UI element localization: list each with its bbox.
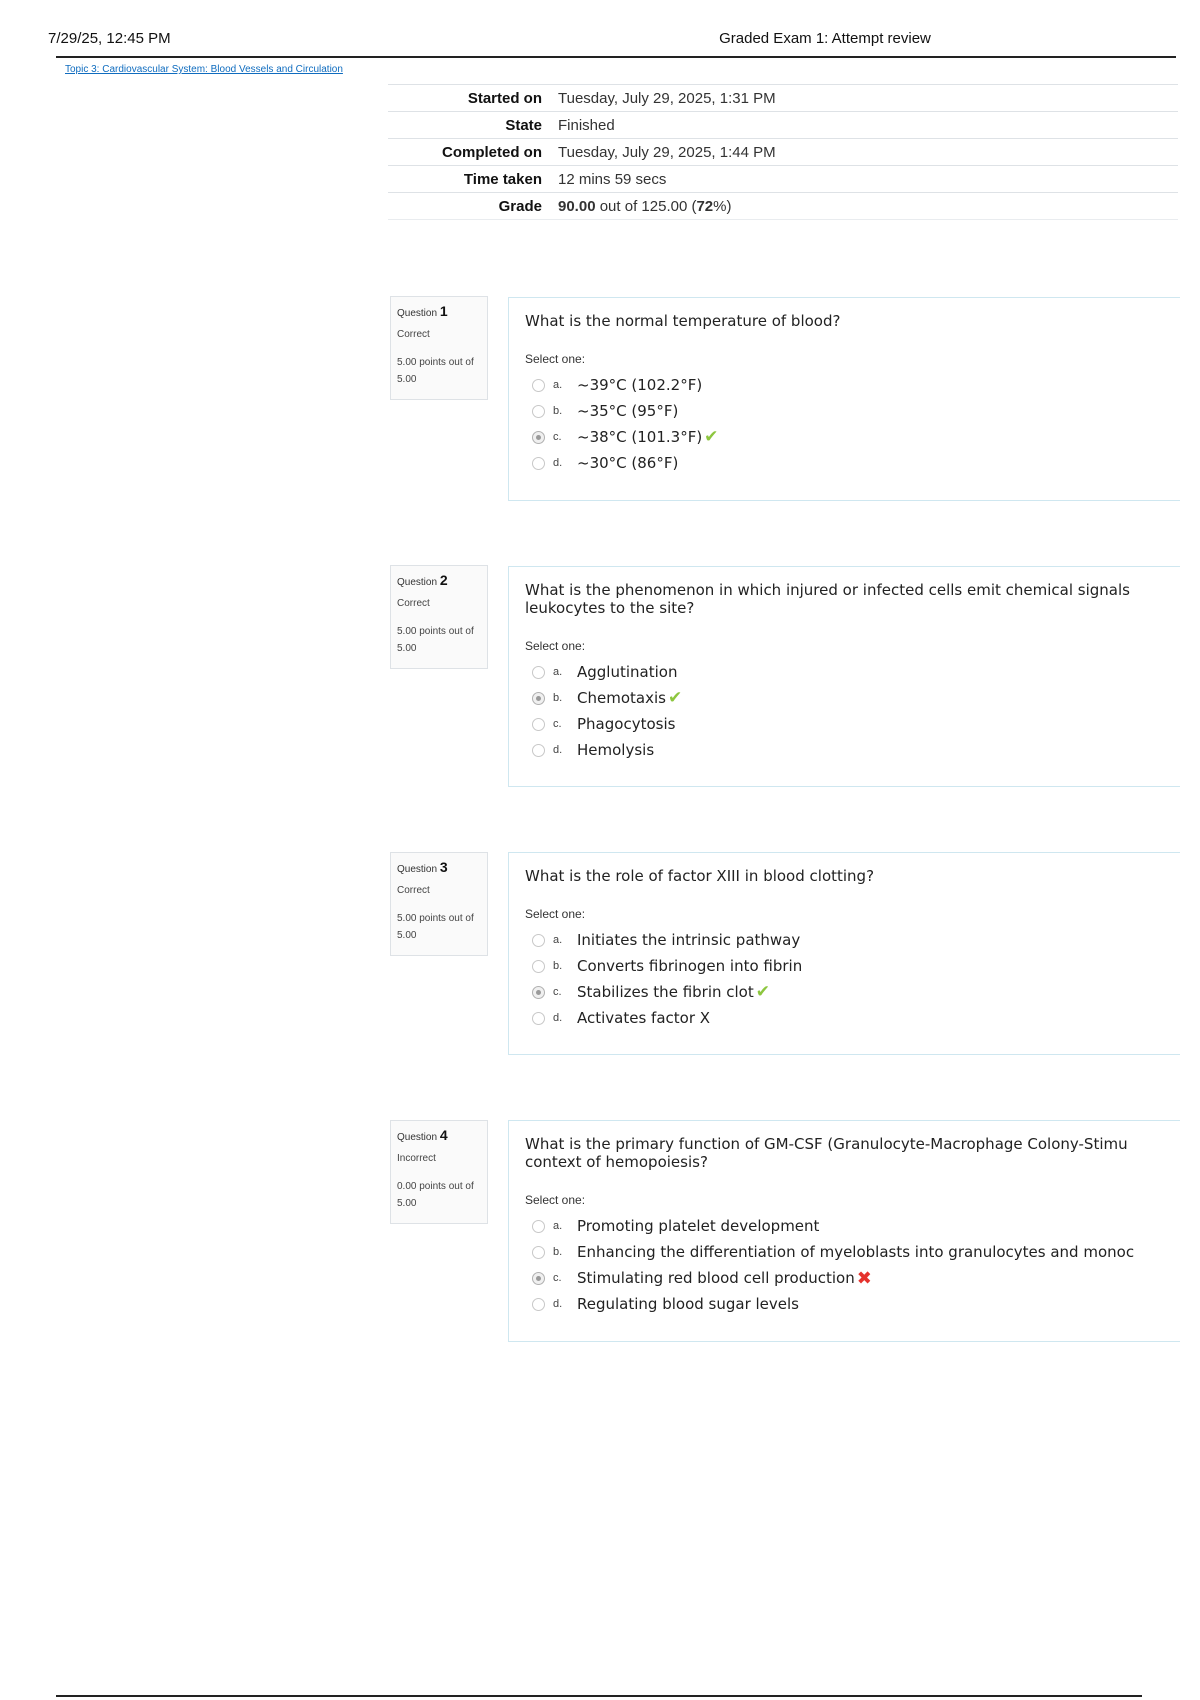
question-label: Question: [397, 308, 440, 319]
radio-button[interactable]: [532, 934, 545, 947]
question-state-4: Incorrect: [397, 1153, 436, 1164]
option-text: ~38°C (101.3°F): [577, 428, 703, 446]
radio-selected[interactable]: [532, 431, 545, 444]
completed-value: Tuesday, July 29, 2025, 1:44 PM: [558, 139, 1178, 166]
incorrect-x-icon: ✖: [856, 1267, 872, 1288]
answer-option[interactable]: [525, 737, 1180, 763]
option-text: Regulating blood sugar levels: [577, 1295, 799, 1313]
state-label: State: [388, 112, 558, 139]
answer-list-1: [525, 372, 1180, 476]
answer-option[interactable]: [525, 1265, 1180, 1291]
question-label: Question: [397, 1132, 440, 1143]
grade-end: %): [713, 197, 732, 215]
answer-option[interactable]: [525, 927, 1180, 953]
option-letter: d.: [553, 744, 563, 756]
radio-button[interactable]: [532, 960, 545, 973]
time-label: Time taken: [388, 166, 558, 193]
summary-row-time: [388, 166, 1178, 193]
option-letter: c.: [553, 431, 562, 443]
option-letter: b.: [553, 692, 563, 704]
question-text-2: What is the phenomenon in which injured or infected cells emit chemical signals leukocytes to the site?: [525, 581, 1130, 617]
option-letter: a.: [553, 379, 563, 391]
answer-list-4: [525, 1213, 1180, 1317]
header-divider: [56, 56, 1176, 58]
question-info-2: [390, 565, 488, 669]
question-label: Question: [397, 864, 440, 875]
option-letter: c.: [553, 718, 562, 730]
correct-check-icon: ✔: [667, 688, 683, 707]
breadcrumb-link[interactable]: Topic 3: Cardiovascular System: Blood Vessels and Circulation: [65, 64, 343, 75]
answer-list-2: [525, 659, 1180, 763]
question-grade-1: 5.00 points out of 5.00: [397, 357, 474, 385]
question-number-1: [397, 303, 481, 319]
option-text: Phagocytosis: [577, 715, 676, 733]
question-number: 4: [439, 1127, 448, 1143]
option-text: Promoting platelet development: [577, 1217, 820, 1235]
radio-button[interactable]: [532, 1220, 545, 1233]
radio-selected[interactable]: [532, 986, 545, 999]
question-info-1: [390, 296, 488, 400]
option-text: ~30°C (86°F): [577, 454, 679, 472]
option-letter: a.: [553, 1220, 563, 1232]
question-info-4: [390, 1120, 488, 1224]
radio-button[interactable]: [532, 666, 545, 679]
footer-divider: [56, 1695, 1142, 1697]
correct-check-icon: ✔: [704, 427, 719, 446]
radio-button[interactable]: [532, 1012, 545, 1025]
option-text: Stabilizes the fibrin clot: [577, 983, 754, 1001]
grade-value: [558, 193, 1178, 220]
radio-button[interactable]: [532, 457, 545, 470]
answer-option[interactable]: [525, 659, 1180, 685]
answer-option[interactable]: [525, 685, 1180, 711]
option-text: ~35°C (95°F): [577, 402, 679, 420]
option-text: Agglutination: [577, 663, 678, 681]
answer-option[interactable]: [525, 372, 1180, 398]
option-text: Converts fibrinogen into fibrin: [577, 957, 803, 975]
radio-selected[interactable]: [532, 692, 545, 705]
time-value: 12 mins 59 secs: [558, 166, 1178, 193]
question-number: 3: [439, 859, 448, 875]
option-text: Enhancing the differentiation of myeloblasts into granulocytes and monoc: [577, 1243, 1135, 1261]
option-letter: d.: [553, 1298, 563, 1310]
answer-option[interactable]: [525, 1291, 1180, 1317]
page-title: [0, 30, 1200, 47]
question-grade-4: 0.00 points out of 5.00: [397, 1181, 474, 1209]
option-text: Activates factor X: [577, 1009, 711, 1027]
option-letter: c.: [553, 986, 562, 998]
question-state-3: Correct: [397, 885, 430, 896]
grade-score: 90.00: [558, 197, 596, 215]
answer-option[interactable]: [525, 1005, 1180, 1031]
question-number: 2: [439, 572, 448, 588]
question-text-4: What is the primary function of GM-CSF (Granulocyte-Macrophage Colony-Stimu context of hemopoiesis?: [525, 1135, 1128, 1171]
answer-option[interactable]: [525, 953, 1180, 979]
option-letter: b.: [553, 1246, 563, 1258]
option-text: ~39°C (102.2°F): [577, 376, 703, 394]
answer-option[interactable]: [525, 398, 1180, 424]
option-letter: c.: [553, 1272, 562, 1284]
option-letter: a.: [553, 666, 563, 678]
answer-option[interactable]: [525, 979, 1180, 1005]
radio-button[interactable]: [532, 718, 545, 731]
attempt-summary-table: [388, 84, 1178, 220]
answer-option[interactable]: [525, 424, 1180, 450]
radio-button[interactable]: [532, 744, 545, 757]
option-text: Stimulating red blood cell production: [577, 1269, 855, 1287]
started-value: Tuesday, July 29, 2025, 1:31 PM: [558, 85, 1178, 112]
select-one-prompt: Select one:: [525, 352, 586, 366]
print-date: 7/29/25, 12:45 PM: [48, 30, 171, 47]
answer-option[interactable]: [525, 1213, 1180, 1239]
answer-option[interactable]: [525, 1239, 1180, 1265]
grade-label: Grade: [388, 193, 558, 220]
completed-label: Completed on: [388, 139, 558, 166]
question-state-2: Correct: [397, 598, 430, 609]
page-title-text: Graded Exam 1: Attempt review: [719, 30, 931, 47]
option-text: Hemolysis: [577, 741, 655, 759]
question-info-3: [390, 852, 488, 956]
radio-button[interactable]: [532, 405, 545, 418]
summary-row-started: [388, 85, 1178, 112]
option-letter: b.: [553, 960, 563, 972]
summary-row-grade: [388, 193, 1178, 220]
select-one-prompt: Select one:: [525, 907, 586, 921]
summary-row-completed: [388, 139, 1178, 166]
question-label: Question: [397, 577, 440, 588]
select-one-prompt: Select one:: [525, 639, 586, 653]
question-content-3: [508, 852, 1180, 1055]
state-value: Finished: [558, 112, 1178, 139]
question-number-4: [397, 1127, 481, 1143]
option-letter: b.: [553, 405, 563, 417]
question-content-2: [508, 566, 1180, 787]
radio-button[interactable]: [532, 379, 545, 392]
option-letter: d.: [553, 1012, 563, 1024]
question-text-3: What is the role of factor XIII in blood clotting?: [525, 867, 875, 885]
question-number: 1: [439, 303, 448, 319]
radio-button[interactable]: [532, 1298, 545, 1311]
question-number-3: [397, 859, 481, 875]
correct-check-icon: ✔: [755, 982, 770, 1001]
question-number-2: [397, 572, 481, 588]
answer-option[interactable]: [525, 711, 1180, 737]
question-text-1: What is the normal temperature of blood?: [525, 312, 841, 330]
answer-option[interactable]: [525, 450, 1180, 476]
option-letter: d.: [553, 457, 563, 469]
radio-button[interactable]: [532, 1246, 545, 1259]
question-content-4: [508, 1120, 1180, 1342]
option-text: Initiates the intrinsic pathway: [577, 931, 801, 949]
summary-row-state: [388, 112, 1178, 139]
question-state-1: Correct: [397, 329, 430, 340]
grade-mid: out of 125.00 (: [595, 197, 697, 215]
question-grade-2: 5.00 points out of 5.00: [397, 626, 474, 654]
option-letter: a.: [553, 934, 563, 946]
started-label: Started on: [388, 85, 558, 112]
grade-percent: 72: [696, 197, 714, 215]
question-grade-3: 5.00 points out of 5.00: [397, 913, 474, 941]
question-content-1: [508, 297, 1180, 501]
select-one-prompt: Select one:: [525, 1193, 586, 1207]
option-text: Chemotaxis: [577, 689, 666, 707]
answer-list-3: [525, 927, 1180, 1031]
radio-selected[interactable]: [532, 1272, 545, 1285]
